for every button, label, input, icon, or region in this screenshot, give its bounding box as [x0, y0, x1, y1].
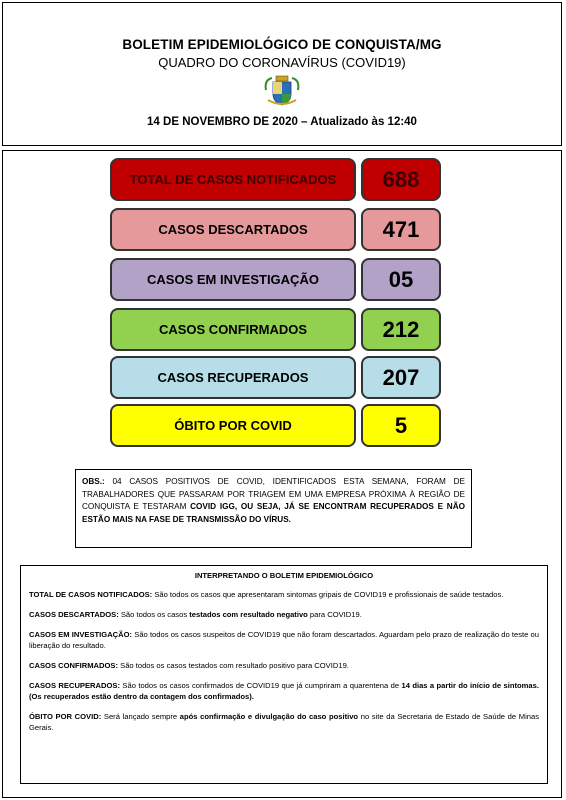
- definition: São todos os casos testados com resultado positivo para COVID19.: [118, 661, 349, 670]
- definition-descartados: [29, 609, 539, 620]
- definition: São todos os casos que apresentaram sintomas gripais de COVID19 e profissionais de saúde testados.: [152, 590, 504, 599]
- municipal-coat-of-arms-icon: [262, 74, 302, 108]
- bulletin-title: BOLETIM EPIDEMIOLÓGICO DE CONQUISTA/MG: [122, 37, 442, 52]
- term: CASOS CONFIRMADOS:: [29, 661, 119, 670]
- obs-label: OBS.:: [82, 477, 105, 486]
- term: ÓBITO POR COVID:: [29, 712, 102, 721]
- definition: São todos os casos: [118, 610, 190, 619]
- term: TOTAL DE CASOS NOTIFICADOS:: [29, 590, 153, 599]
- definition-obito: [29, 711, 539, 733]
- definition: São todos os casos suspeitos de COVID19 que não foram descartados. Aguardam pelo prazo de realização do teste ou liberação do resultado.: [29, 630, 539, 650]
- stat-value: 471: [361, 208, 441, 251]
- definition-bold: (Os recuperados estão dentro da contagem dos confirmados).: [29, 692, 254, 701]
- stat-value: 207: [361, 356, 441, 399]
- stat-value: 212: [361, 308, 441, 351]
- stat-value: 05: [361, 258, 441, 301]
- stat-label: CASOS RECUPERADOS: [110, 356, 356, 399]
- definition: no site da Secretaria de Estado de Saúde de Minas Gerais.: [29, 712, 539, 732]
- definition-recuperados: [29, 680, 539, 702]
- interpretation-box: [20, 565, 548, 784]
- definition-bold: após confirmação e divulgação do caso positivo: [179, 712, 359, 721]
- bulletin-subtitle: QUADRO DO CORONAVÍRUS (COVID19): [158, 55, 406, 70]
- stat-label: CASOS DESCARTADOS: [110, 208, 356, 251]
- definition: Será lançado sempre: [101, 712, 180, 721]
- definition-notificados: [29, 589, 539, 600]
- definition-confirmados: [29, 660, 539, 671]
- stat-value: 688: [361, 158, 441, 201]
- obs-text: 04 CASOS POSITIVOS DE COVID, IDENTIFICADOS ESTA SEMANA, FORAM DE TRABALHADORES QUE PASSARAM POR TRIAGEM EM UMA EMPRESA PRÓXIMA À REGIÃO DE CONQUISTA E TESTARAM: [82, 477, 465, 511]
- stat-label: TOTAL DE CASOS NOTIFICADOS: [110, 158, 356, 201]
- term: CASOS EM INVESTIGAÇÃO:: [29, 630, 133, 639]
- stat-label: CASOS EM INVESTIGAÇÃO: [110, 258, 356, 301]
- bulletin-header: [2, 2, 562, 146]
- stat-value: 5: [361, 404, 441, 447]
- obs-bold-text: COVID IGG, OU SEJA, JÁ SE ENCONTRAM RECUPERADOS E NÃO ESTÃO MAIS NA FASE DE TRANSMISSÃO DO VÍRUS.: [82, 502, 465, 524]
- stat-label: ÓBITO POR COVID: [110, 404, 356, 447]
- interpretation-title: INTERPRETANDO O BOLETIM EPIDEMIOLÓGICO: [194, 571, 374, 580]
- stat-label: CASOS CONFIRMADOS: [110, 308, 356, 351]
- term: CASOS RECUPERADOS:: [29, 681, 121, 690]
- term: CASOS DESCARTADOS:: [29, 610, 119, 619]
- definition: São todos os casos confirmados de COVID19 que já cumpriram a quarentena de: [120, 681, 402, 690]
- definition-bold: 14 dias a partir do início de sintomas.: [401, 681, 539, 690]
- definition: para COVID19.: [307, 610, 362, 619]
- bulletin-date: 14 DE NOVEMBRO DE 2020 – Atualizado às 12:40: [147, 116, 417, 128]
- observation-note: [75, 469, 472, 548]
- definition-investigacao: [29, 629, 539, 651]
- definition-bold: testados com resultado negativo: [189, 610, 308, 619]
